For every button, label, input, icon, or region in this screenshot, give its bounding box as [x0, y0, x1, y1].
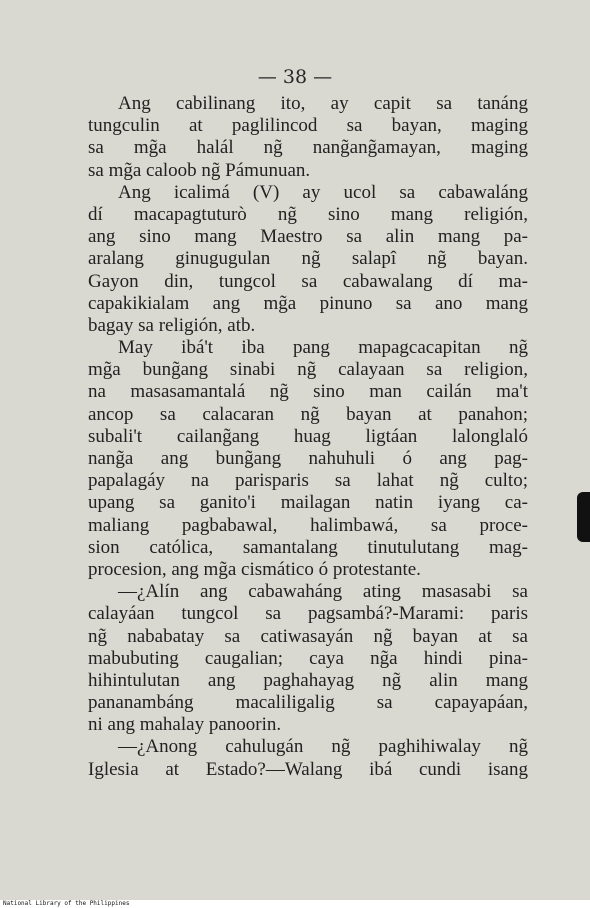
text-line: tungculin at paglilincod sa bayan, maging [88, 115, 528, 137]
body-text [88, 93, 528, 781]
text-line: sion católica, samantalang tinutulutang mag- [88, 536, 528, 558]
text-line: mabubuting caugalian; caya ng̃a hindi pina- [88, 647, 528, 669]
text-line: dí macapagtuturò ng̃ sino mang religión, [88, 203, 528, 225]
text-line: mg̃a bung̃ang sinabi ng̃ calayaan sa religion, [88, 359, 528, 381]
text-line: subali't cailang̃ang huag ligtáan lalonglaló [88, 425, 528, 447]
text-line: capakikialam ang mg̃a pinuno sa ano mang [88, 292, 528, 314]
text-line: hihintulutan ang paghahayag ng̃ alin mang [88, 669, 528, 691]
text-line: calayáan tungcol sa pagsambá?-Marami: paris [88, 603, 528, 625]
text-line: —¿Anong cahulugán ng̃ paghihiwalay ng̃ [118, 736, 528, 758]
text-line: na masasamantalá ng̃ sino man cailán ma't [88, 381, 528, 403]
text-line: ng̃ nababatay sa catiwasayán ng̃ bayan at sa [88, 625, 528, 647]
text-line: Ang icalimá (V) ay ucol sa cabawaláng [118, 181, 528, 203]
text-line: papalagáy na parisparis sa lahat ng̃ culto; [88, 470, 528, 492]
text-line: procesion, ang mg̃a cismático ó protestante. [88, 558, 421, 580]
text-line: aralang ginugugulan ng̃ salapî ng̃ bayan. [88, 248, 528, 270]
text-line: maliang pagbabawal, halimbawá, sa proce- [88, 514, 528, 536]
text-line: sa mg̃a halál ng̃ nang̃ang̃amayan, maging [88, 137, 528, 159]
page-number: — 38 — [257, 66, 333, 88]
text-line: sa mg̃a caloob ng̃ Pámunuan. [88, 159, 311, 181]
page-edge-mark [577, 492, 590, 542]
text-line: bagay sa religión, atb. [88, 314, 256, 336]
text-line: ang sino mang Maestro sa alin mang pa- [88, 226, 528, 248]
text-line: ancop sa calacaran ng̃ bayan at panahon; [88, 403, 528, 425]
text-line: ni ang mahalay panoorin. [88, 714, 282, 736]
text-line: Iglesia at Estado?—Walang ibá cundi isang [88, 758, 528, 780]
text-line: Ang cabilinang ito, ay capit sa tanáng [118, 93, 528, 114]
text-line: Gayon din, tungcol sa cabawalang dí ma- [88, 270, 528, 292]
footer-credit: National Library of the Philippines [0, 900, 590, 908]
text-line: —¿Alín ang cabawaháng ating masasabi sa [118, 581, 528, 603]
text-line: nang̃a ang bung̃ang nahuhuli ó ang pag- [88, 448, 528, 469]
text-line: pananambáng macaliligalig sa capayapáan, [88, 692, 528, 714]
text-line: upang sa ganito'i mailagan natin iyang ca- [88, 492, 528, 514]
text-line: May ibá't iba pang mapagcacapitan ng̃ [118, 337, 528, 359]
